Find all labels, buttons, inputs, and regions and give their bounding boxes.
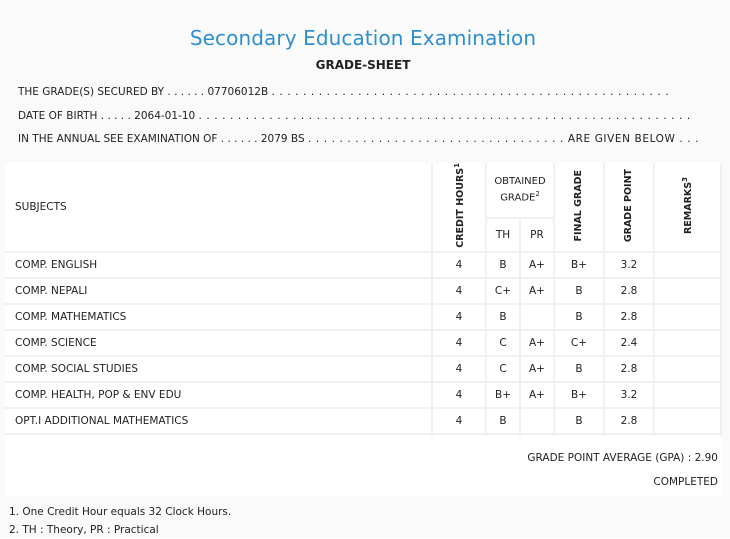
pr-grade-cell: [521, 305, 555, 331]
exam-year: 2079 BS: [260, 133, 305, 145]
th-grade-cell: B: [487, 305, 521, 331]
pr-grade-cell: A+: [521, 357, 555, 383]
remarks-cell: [655, 409, 722, 435]
subject-cell: COMP. SOCIAL STUDIES: [5, 357, 433, 383]
info-line-dob: [18, 110, 691, 122]
info-dots: . . . . . . . . . . . . . . . . . . . . . . . . . . . . . . . . . ARE GIVEN BELOW . . .: [307, 133, 700, 145]
summary-box: [5, 436, 722, 496]
page-title: Secondary Education Examination: [189, 26, 537, 50]
pr-grade-cell: A+: [521, 253, 555, 279]
symbol-number: 07706012B: [207, 86, 269, 98]
th-grade-cell: B: [487, 253, 521, 279]
credit-cell: 4: [433, 305, 487, 331]
grade-point-cell: 3.2: [605, 253, 655, 279]
header-grade-point: GRADE POINT: [605, 163, 655, 253]
th-grade-cell: C: [487, 331, 521, 357]
final-grade-cell: B+: [555, 253, 605, 279]
info-dots: . . . . . . . . . . . . . . . . . . . . . . . . . . . . . . . . . . . . . . . . . . . . . . . . . . .: [271, 86, 670, 98]
table-row: [5, 253, 722, 279]
table-row: [5, 331, 722, 357]
remarks-cell: [655, 383, 722, 409]
remarks-cell: [655, 305, 722, 331]
remarks-cell: [655, 253, 722, 279]
subject-cell: OPT.I ADDITIONAL MATHEMATICS: [5, 409, 433, 435]
table-row: [5, 279, 722, 305]
remarks-cell: [655, 331, 722, 357]
th-grade-cell: C: [487, 357, 521, 383]
subject-cell: COMP. NEPALI: [5, 279, 433, 305]
header-pr: PR: [521, 219, 555, 253]
th-grade-cell: C+: [487, 279, 521, 305]
final-grade-cell: B: [555, 305, 605, 331]
subject-cell: COMP. SCIENCE: [5, 331, 433, 357]
table-row: [5, 357, 722, 383]
final-grade-cell: B+: [555, 383, 605, 409]
remarks-cell: [655, 357, 722, 383]
credit-cell: 4: [433, 409, 487, 435]
pr-grade-cell: A+: [521, 279, 555, 305]
grade-point-cell: 3.2: [605, 383, 655, 409]
header-obtained-grade: OBTAINED GRADE$^2$: [487, 163, 555, 219]
final-grade-cell: B: [555, 357, 605, 383]
header-subjects: SUBJECTS: [5, 163, 433, 253]
header-remarks: REMARKS$^3$: [655, 163, 722, 253]
subject-cell: COMP. ENGLISH: [5, 253, 433, 279]
table-row: [5, 383, 722, 409]
info-line-grades-secured: [18, 86, 669, 98]
info-label: IN THE ANNUAL SEE EXAMINATION OF . . . . . .: [18, 133, 258, 145]
table-row: [5, 305, 722, 331]
header-final-grade: FINAL GRADE: [555, 163, 605, 253]
pr-grade-cell: [521, 409, 555, 435]
credit-cell: 4: [433, 383, 487, 409]
table-row: [5, 409, 722, 435]
th-grade-cell: B: [487, 409, 521, 435]
date-of-birth: 2064-01-10: [134, 110, 196, 122]
info-dots: . . . . . . . . . . . . . . . . . . . . . . . . . . . . . . . . . . . . . . . . . . . . . . . . . . . . . . . . . . . . . . .: [198, 110, 691, 122]
final-grade-cell: B: [555, 409, 605, 435]
info-label: THE GRADE(S) SECURED BY . . . . . .: [18, 86, 205, 98]
credit-cell: 4: [433, 279, 487, 305]
status-text: COMPLETED: [653, 476, 718, 488]
grade-point-cell: 2.4: [605, 331, 655, 357]
final-grade-cell: C+: [555, 331, 605, 357]
page-subtitle: GRADE-SHEET: [315, 58, 411, 72]
info-line-exam: [18, 133, 699, 145]
footnote: 1. One Credit Hour equals 32 Clock Hours.: [9, 506, 232, 518]
subject-cell: COMP. MATHEMATICS: [5, 305, 433, 331]
grade-point-cell: 2.8: [605, 279, 655, 305]
grade-point-cell: 2.8: [605, 305, 655, 331]
credit-cell: 4: [433, 357, 487, 383]
gpa-value: GRADE POINT AVERAGE (GPA) : 2.90: [527, 452, 718, 464]
header-credit-hours: CREDIT HOURS$^1$: [433, 163, 487, 253]
final-grade-cell: B: [555, 279, 605, 305]
credit-cell: 4: [433, 253, 487, 279]
remarks-cell: [655, 279, 722, 305]
credit-cell: 4: [433, 331, 487, 357]
pr-grade-cell: A+: [521, 383, 555, 409]
th-grade-cell: B+: [487, 383, 521, 409]
table-header-row: [5, 163, 722, 219]
info-label: DATE OF BIRTH . . . . .: [18, 110, 131, 122]
header-th: TH: [487, 219, 521, 253]
footnote: 2. TH : Theory, PR : Practical: [9, 524, 159, 536]
grade-point-cell: 2.8: [605, 409, 655, 435]
grades-table: [5, 163, 722, 461]
subject-cell: COMP. HEALTH, POP & ENV EDU: [5, 383, 433, 409]
footnotes: [9, 503, 231, 539]
grade-point-cell: 2.8: [605, 357, 655, 383]
pr-grade-cell: A+: [521, 331, 555, 357]
